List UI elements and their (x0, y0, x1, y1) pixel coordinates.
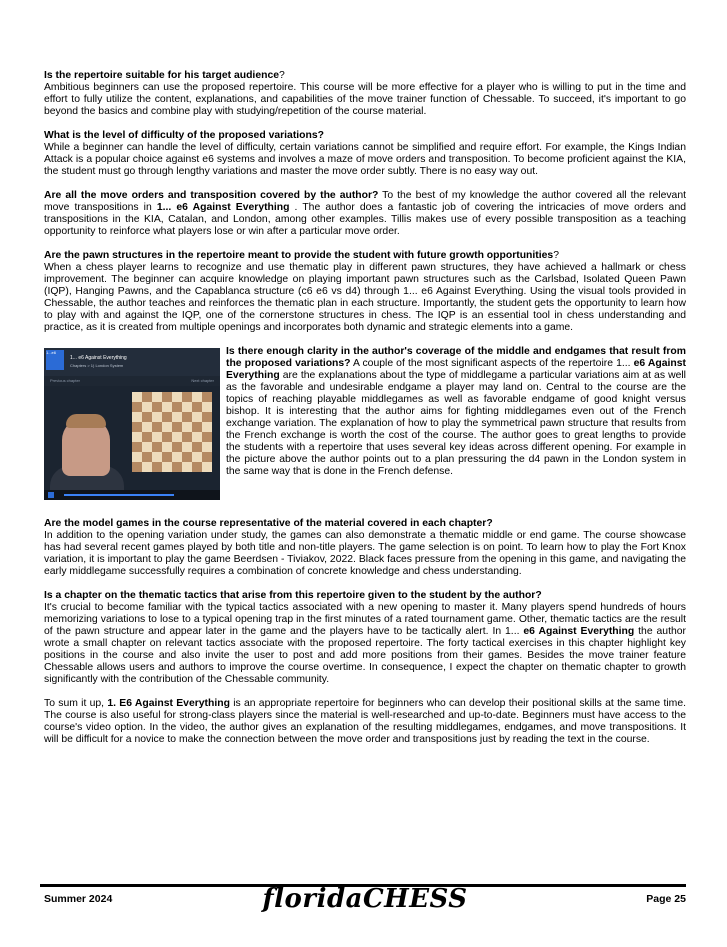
heading: Is a chapter on the thematic tactics that arise from this repertoire given to the student by the author? (44, 590, 542, 601)
section-model-games (44, 518, 686, 578)
play-icon (48, 492, 54, 498)
board-square (202, 402, 212, 412)
board-square (152, 432, 162, 442)
section-difficulty (44, 130, 686, 178)
board-square (202, 442, 212, 452)
board-square (162, 392, 172, 402)
section-move-orders: Are all the move orders and transposition covered by the author? To the best of my knowledge the author covered all the relevant move transpositions in 1... e6 Against Everything . The author does a fantastic job of covering the intricacies of move orders and transpositions in the KIA, Catalan, and London, among other examples. Tillis makes use of every possible transposition as a teaching opportunity to reinforce what players lose or win after a particular move order. (44, 190, 687, 237)
board-square (192, 462, 202, 472)
board-square (182, 402, 192, 412)
board-square (152, 442, 162, 452)
paragraph: In addition to the opening variation under study, the games can also demonstrate a thematic middle or end game. The course showcase has had several recent games played by both title and non-title players. The game selection is on point. To learn how to play the Fort Knox variation, it is important to play the game Beerdsen - Tiviakov, 2022. Black faces pressure from the opening in this game, and navigating the early middlegame successfully requires a combination of concrete knowledge and chess understanding. (44, 530, 686, 577)
board-square (142, 422, 152, 432)
board-square (172, 452, 182, 462)
board-square (162, 402, 172, 412)
board-square (152, 452, 162, 462)
board-square (142, 392, 152, 402)
board-square (172, 402, 182, 412)
board-square (132, 422, 142, 432)
board-square (172, 432, 182, 442)
board-square (202, 412, 212, 422)
board-square (152, 462, 162, 472)
board-square (172, 442, 182, 452)
board-square (132, 392, 142, 402)
board-square (172, 462, 182, 472)
figure-block (44, 346, 686, 518)
heading: What is the level of difficulty of the proposed variations? (44, 130, 324, 141)
board-square (172, 422, 182, 432)
previous-chapter-label: Previous chapter (50, 378, 81, 383)
board-square (192, 422, 202, 432)
board-square (162, 422, 172, 432)
board-square (192, 402, 202, 412)
board-square (192, 412, 202, 422)
board-square (192, 442, 202, 452)
paragraph: Ambitious beginners can use the proposed repertoire. This course will be more effective for a player who is willing to put in the time and effort to fully utilize the content, explanations, and capabilities of the move trainer function of Chessable. To succeed, it's important to go beyond the basics and combine play with studying/repetition of the course material. (44, 82, 686, 117)
course-video-screenshot (44, 348, 220, 500)
board-square (192, 392, 202, 402)
board-square (142, 402, 152, 412)
board-square (162, 452, 172, 462)
board-square (142, 442, 152, 452)
page-number: Page 25 (646, 893, 686, 905)
section-middlegame-clarity: Is there enough clarity in the author's coverage of the middle and endgames that result from the proposed variations? A couple of the most significant aspects of the repertoire 1... e6 Against Everything are the explanations about the type of middlegame a particular variations aim at as well as the favorable and undesirable endgame a player may land on. Central to the course are the topics of reaching playable middlegames as well as favorable endgame of good knight versus bishop. It is interesting that the author aims for fighting middlegames even out of the French exchange variation. The explanation of how to play the symmetrical pawn structure that results from the French exchange is worth the cost of the course. The author goes to great lengths to provide the students with a repertoire that uses several key ideas across different opening. For example in the picture above the author points out to a plan pressuring the d4 pawn in the London system in the same way that is done in the French defense. (226, 346, 686, 477)
board-square (202, 432, 212, 442)
heading: Are the model games in the course representative of the material covered in each chapter? (44, 518, 493, 529)
board-square (202, 422, 212, 432)
issue-date: Summer 2024 (44, 893, 113, 905)
board-square (182, 422, 192, 432)
board-square (202, 462, 212, 472)
section-pawn-structures: Are the pawn structures in the repertoire meant to provide the student with future growth opportunities? When a chess player learns to recognize and use thematic play in different pawn structures, they have achieved a hallmark or chess improvement. The beginner can acquire knowledge on playing important pawn structures such as the Carlsbad, Isolated Queen Pawn (IQP), Hanging Pawns, and the Capablanca structure (c6 e6 vs d4) through 1... e6 Against Everything. Using the visual tools provided in Chessable, the author teaches and reinforces the thematic plan in each structure. Importantly, the student gets the opportunity to learn how to play with and against the IQP, one of the cornerstone structures in chess. The IQP is an essential tool in chess understanding and practice, as it is created from multiple openings and incorporates both dynamic and strategic elements into a game. (44, 250, 686, 333)
article (44, 70, 686, 746)
board-square (132, 402, 142, 412)
presenter-hair (66, 414, 106, 428)
heading: Are all the move orders and transposition covered by the author? (44, 190, 379, 201)
board-square (192, 432, 202, 442)
board-square (162, 432, 172, 442)
board-square (182, 452, 192, 462)
board-square (132, 452, 142, 462)
board-square (132, 432, 142, 442)
board-square (152, 402, 162, 412)
magazine-logo: floridaCHESS (262, 884, 468, 914)
board-square (172, 412, 182, 422)
board-square (142, 452, 152, 462)
board-square (202, 392, 212, 402)
board-square (172, 392, 182, 402)
board-square (182, 442, 192, 452)
video-course-title: 1... e6 Against Everything (70, 355, 127, 361)
board-square (182, 412, 192, 422)
board-square (162, 412, 172, 422)
board-square (162, 442, 172, 452)
video-header (44, 348, 220, 376)
board-square (192, 452, 202, 462)
board-square (202, 452, 212, 462)
heading: Is there enough clarity in the author's coverage of the middle and endgames that result from the proposed variations? (226, 346, 686, 369)
video-progress-bar (64, 494, 174, 496)
board-square (142, 412, 152, 422)
board-square (132, 442, 142, 452)
board-square (182, 392, 192, 402)
course-logo: 1...e6 (46, 350, 64, 370)
board-square (182, 462, 192, 472)
paragraph: When a chess player learns to recognize and use thematic play in different pawn structures, they have achieved a hallmark or chess improvement. The beginner can acquire knowledge on playing important pawn structures such as the Carlsbad, Isolated Queen Pawn (IQP), Hanging Pawns, and the Capablanca structure (c6 e6 vs d4) through 1... e6 Against Everything. Using the visual tools provided in Chessable, the author teaches and reinforces the thematic plan in each structure. Importantly, the student gets the opportunity to learn how to play with and against the IQP, one of the cornerstone structures in chess. The IQP is an essential tool in chess understanding and practice, as it is created from multiple openings and incorporates both dynamic and strategic elements into a game. (44, 262, 686, 333)
section-suitability: Is the repertoire suitable for his target audience? Ambitious beginners can use the proposed repertoire. This course will be more effective for a player who is willing to put in the time and effort to fully utilize the content, explanations, and capabilities of the move trainer function of Chessable. To succeed, it's important to go beyond the basics and combine play with studying/repetition of the course material. (44, 70, 686, 117)
board-square (162, 462, 172, 472)
paragraph: While a beginner can handle the level of difficulty, certain variations cannot be simplified and require effort. For example, the Kings Indian Attack is a popular choice against e6 systems and involves a maze of move orders and transposition. To become proficient against the KIA, the student must go through lengthy variations and master the move order subtly. There is no easy way out. (44, 142, 686, 177)
chess-board (132, 392, 212, 472)
board-square (132, 412, 142, 422)
video-breadcrumb: Chapters > 1) London System (70, 363, 124, 368)
board-square (152, 422, 162, 432)
heading: Are the pawn structures in the repertoire meant to provide the student with future growth opportunities (44, 250, 554, 261)
next-chapter-label: Next chapter (191, 378, 214, 383)
board-square (132, 462, 142, 472)
board-square (142, 432, 152, 442)
section-tactics: Is a chapter on the thematic tactics that arise from this repertoire given to the student by the author? It's crucial to become familiar with the typical tactics associated with a new opening to master it. Many players spend hundreds of hours memorizing variations to lose to a typical opening trap in the first minutes of a rated tournament game. Other, thematic tactics are the result of the pawn structure and appear later in the game and the players have to be tactically alert. In 1... e6 Against Everything the author wrote a small chapter on relevant tactics associate with the proposed repertoire. The forty tactical exercises in this chapter highlight key positions in the course and also invite the user to post and add more positions from their games. Besides the move trainer feature Chessable allows users and authors to improve the course overtime. In consequence, I expect the chapter on thematic chapter to growth significantly with the contribution of the Chessable community. (44, 590, 686, 685)
board-square (152, 392, 162, 402)
section-summary: To sum it up, 1. E6 Against Everything is an appropriate repertoire for beginners who can develop their positional skills at the same time. The course is also useful for strong-class players since the material is well-researched and up-to-date. Beginners must have access to the course's video option. In the video, the author gives an explanation of the resulting middlegames, endgames, and move transpositions. It will be difficult for a novice to make the connection between the move order and transpositions just by reading the text in the course. (44, 698, 686, 745)
board-square (152, 412, 162, 422)
heading: Is the repertoire suitable for his target audience (44, 70, 280, 81)
board-square (182, 432, 192, 442)
board-square (142, 462, 152, 472)
